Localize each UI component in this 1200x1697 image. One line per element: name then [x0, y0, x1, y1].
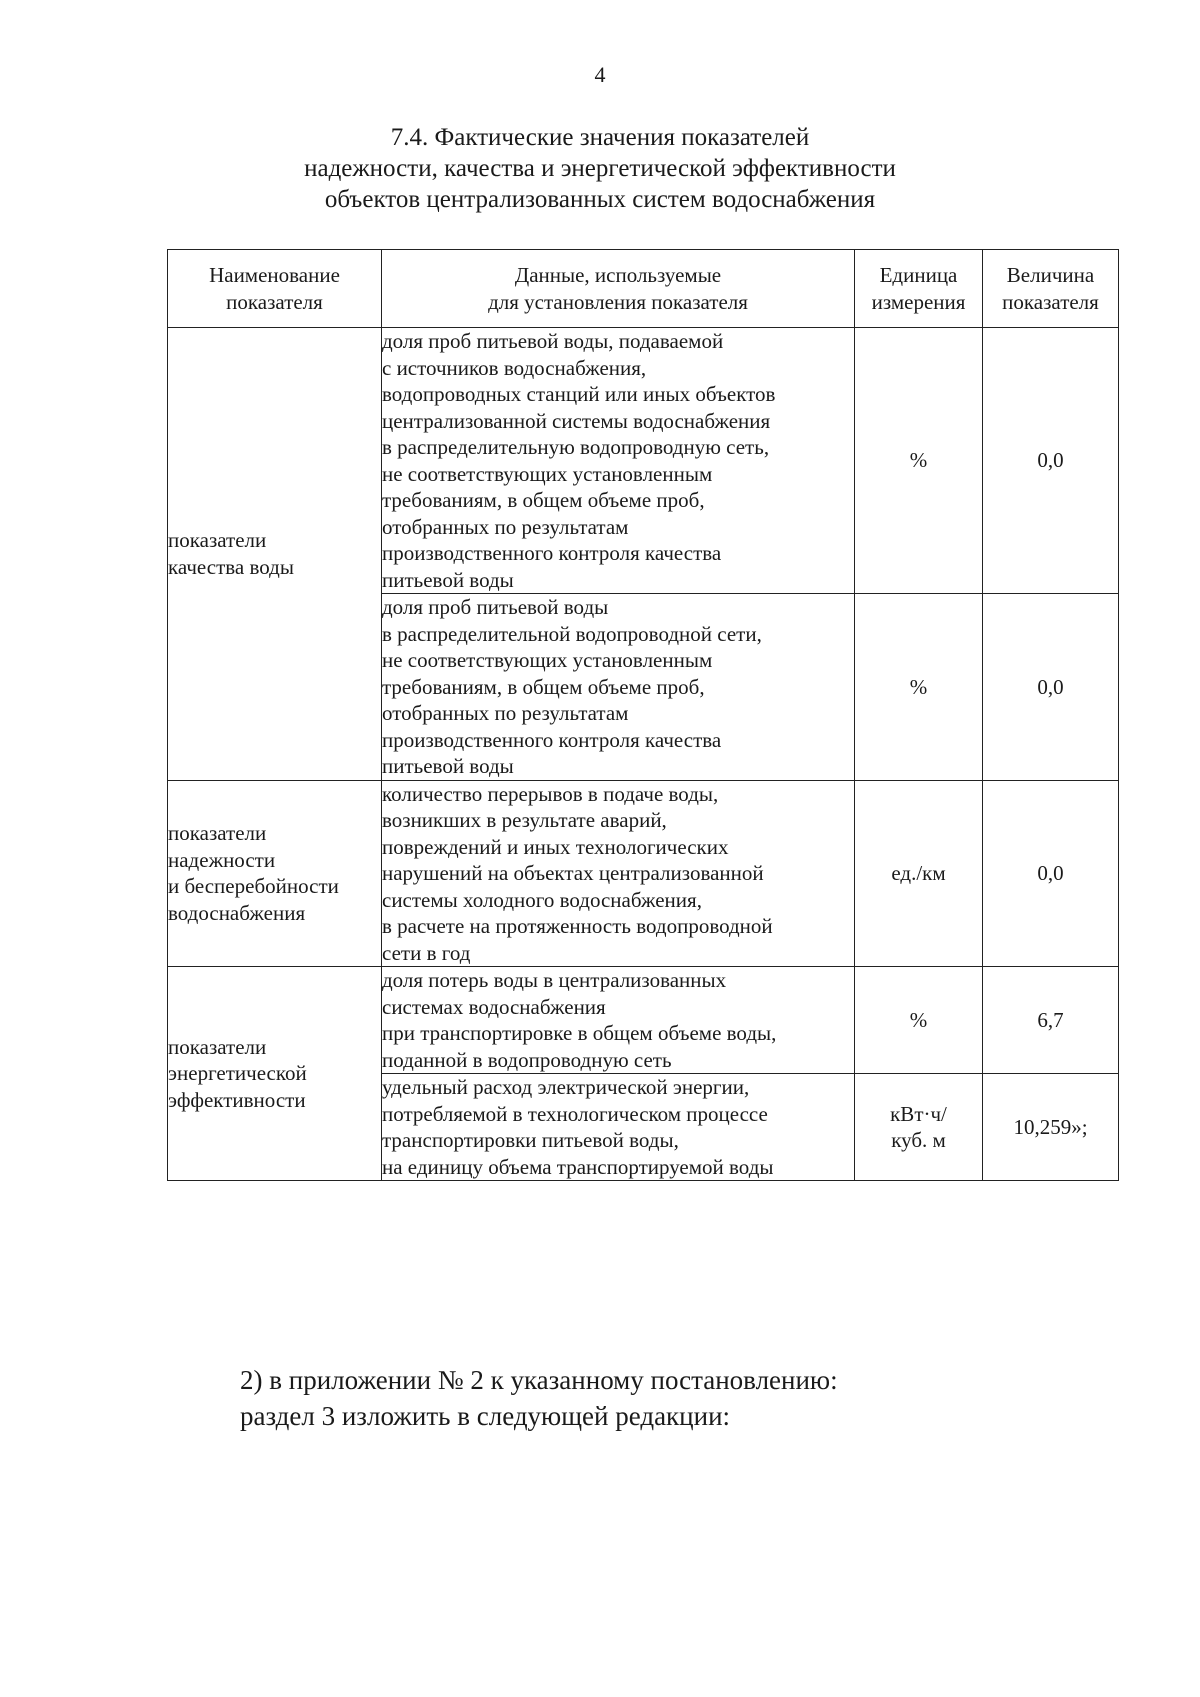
- data-line: при транспортировке в общем объеме воды,: [382, 1021, 777, 1045]
- group-name-reliability: [168, 780, 382, 967]
- header-value-line: Величина: [1006, 263, 1095, 287]
- amendment-instruction: [240, 1362, 838, 1434]
- indicator-value: 6,7: [983, 967, 1119, 1074]
- indicator-unit: [855, 328, 983, 594]
- data-line: не соответствующих установленным: [382, 461, 713, 486]
- data-line: производственного контроля качества: [382, 541, 722, 565]
- indicator-data-text: [382, 328, 855, 594]
- unit-line: %: [909, 448, 928, 473]
- header-name: [168, 250, 382, 328]
- title-line: объектов централизованных систем водоснабжения: [324, 186, 876, 213]
- unit-line: кВт·ч/: [890, 1101, 947, 1126]
- data-line: поданной в водопроводную сеть: [382, 1047, 672, 1072]
- data-line: в расчете на протяженность водопроводной: [382, 914, 773, 938]
- group-name-energy-efficiency: [168, 967, 382, 1181]
- table-header-row: [168, 250, 1119, 328]
- group-name-water-quality: [168, 328, 382, 781]
- group-name-line: надежности: [168, 847, 276, 872]
- indicator-value: 10,259»;: [983, 1074, 1119, 1181]
- indicator-unit: [855, 594, 983, 781]
- data-line: водопроводных станций или иных объектов: [382, 382, 776, 406]
- data-line: отобранных по результатам: [382, 701, 629, 725]
- section-title: [0, 122, 1200, 215]
- header-value-line: показателя: [1002, 289, 1099, 314]
- data-line: централизованной системы водоснабжения: [382, 408, 771, 433]
- data-line: производственного контроля качества: [382, 727, 722, 752]
- header-unit: [855, 250, 983, 328]
- indicator-data-text: [382, 1074, 855, 1181]
- data-line: требованиям, в общем объеме проб,: [382, 488, 705, 512]
- data-line: доля проб питьевой воды: [382, 595, 609, 619]
- table-row: [168, 328, 1119, 594]
- data-line: системах водоснабжения: [382, 994, 606, 1019]
- data-line: повреждений и иных технологических: [382, 834, 729, 859]
- data-line: возникших в результате аварий,: [382, 808, 667, 832]
- header-value: [983, 250, 1119, 328]
- instruction-line: 2) в приложении № 2 к указанному постановлению:: [240, 1365, 838, 1395]
- indicator-data-text: [382, 967, 855, 1074]
- group-name-line: и бесперебойности: [168, 874, 339, 899]
- group-name-line: показатели: [168, 528, 267, 553]
- data-line: с источников водоснабжения,: [382, 355, 647, 380]
- group-name-line: энергетической: [168, 1061, 307, 1086]
- data-line: потребляемой в технологическом процессе: [382, 1101, 768, 1126]
- header-unit-line: измерения: [871, 289, 966, 314]
- data-line: в распределительную водопроводную сеть,: [382, 435, 770, 459]
- data-line: на единицу объема транспортируемой воды: [382, 1154, 774, 1179]
- data-line: системы холодного водоснабжения,: [382, 887, 702, 912]
- header-data-line: Данные, используемые: [514, 263, 722, 287]
- data-line: не соответствующих установленным: [382, 648, 713, 672]
- group-name-line: качества воды: [168, 554, 294, 579]
- data-line: доля потерь воды в централизованных: [382, 968, 727, 992]
- indicator-unit: [855, 967, 983, 1074]
- page-number: 4: [594, 62, 606, 87]
- group-name-line: эффективности: [168, 1087, 306, 1112]
- group-name-line: показатели: [168, 1034, 267, 1059]
- indicator-unit: [855, 1074, 983, 1181]
- data-line: количество перерывов в подаче воды,: [382, 781, 719, 806]
- data-line: питьевой воды: [382, 567, 514, 592]
- header-data: [382, 250, 855, 328]
- data-line: отобранных по результатам: [382, 514, 629, 539]
- header-unit-line: Единица: [879, 263, 958, 287]
- indicator-data-text: [382, 780, 855, 967]
- group-name-line: водоснабжения: [168, 900, 306, 925]
- indicator-data-text: [382, 594, 855, 781]
- unit-line: куб. м: [891, 1128, 946, 1152]
- data-line: нарушений на объектах централизованной: [382, 861, 764, 885]
- unit-line: ед./км: [891, 861, 946, 885]
- indicator-unit: [855, 780, 983, 967]
- data-line: доля проб питьевой воды, подаваемой: [382, 329, 724, 353]
- indicator-value: 0,0: [983, 328, 1119, 594]
- data-line: сети в год: [382, 940, 471, 965]
- group-name-line: показатели: [168, 821, 267, 846]
- indicator-value: 0,0: [983, 780, 1119, 967]
- title-line: надежности, качества и энергетической эффективности: [304, 155, 896, 182]
- header-name-line: показателя: [226, 289, 323, 314]
- data-line: транспортировки питьевой воды,: [382, 1128, 679, 1152]
- instruction-line: раздел 3 изложить в следующей редакции:: [240, 1401, 731, 1431]
- indicator-value: 0,0: [983, 594, 1119, 781]
- data-line: удельный расход электрической энергии,: [382, 1075, 750, 1099]
- unit-line: %: [909, 674, 928, 699]
- data-line: в распределительной водопроводной сети,: [382, 621, 762, 646]
- table-row: [168, 967, 1119, 1074]
- unit-line: %: [909, 1007, 928, 1032]
- indicators-table: [167, 249, 1119, 1181]
- data-line: требованиям, в общем объеме проб,: [382, 674, 705, 699]
- data-line: питьевой воды: [382, 754, 514, 778]
- title-line: 7.4. Фактические значения показателей: [390, 124, 810, 151]
- table-row: [168, 780, 1119, 967]
- header-name-line: Наименование: [209, 263, 340, 287]
- header-data-line: для установления показателя: [488, 289, 748, 314]
